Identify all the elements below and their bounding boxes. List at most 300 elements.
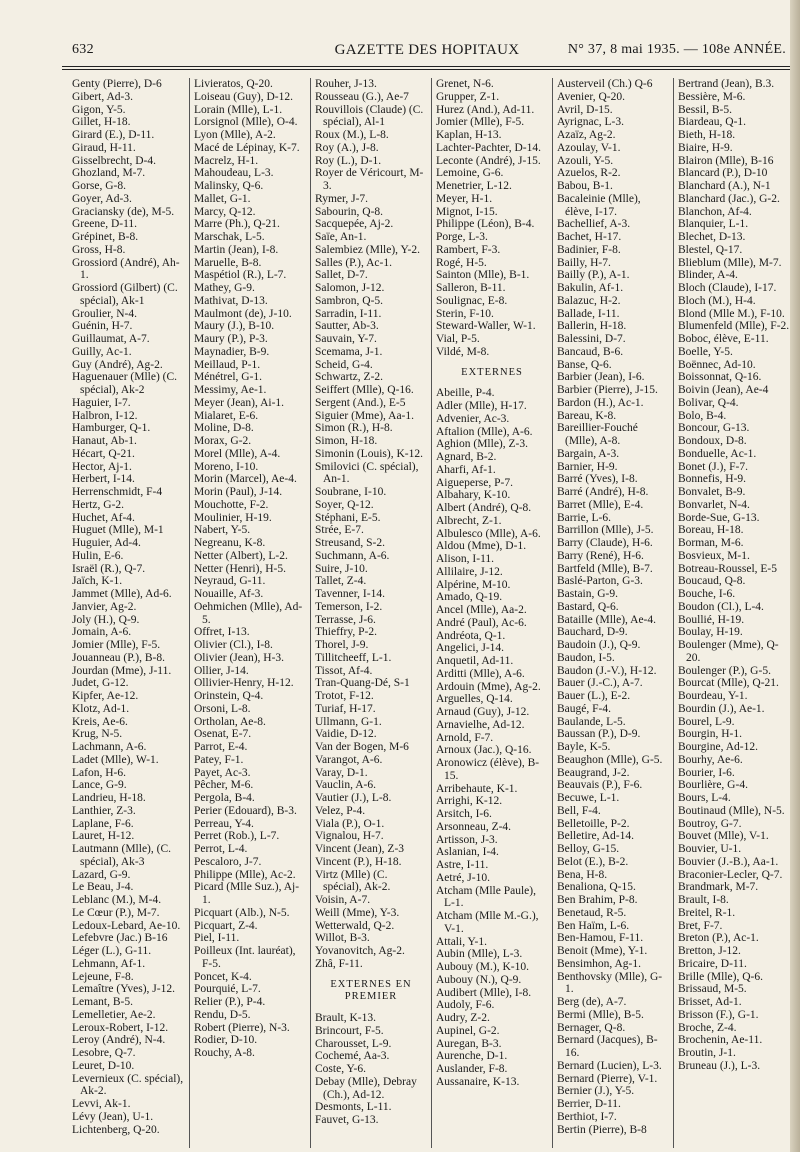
- index-entry: Greene, D-11.: [72, 218, 138, 231]
- index-entry: Bouche, I-6.: [678, 588, 736, 600]
- index-entry: Barré (Yves), I-8.: [557, 473, 638, 486]
- index-entry: Vildé, M-8.: [436, 345, 490, 358]
- index-entry: Soyer, Q-12.: [315, 498, 374, 511]
- index-entry: Guillaumat, A-7.: [72, 333, 150, 345]
- index-entry: Leroux-Robert, I-12.: [72, 1021, 169, 1034]
- index-entry: Baudon, I-5.: [557, 651, 615, 664]
- index-entry: Malinsky, Q-6.: [194, 180, 264, 192]
- index-entry: Brisson (F.), G-1.: [678, 1008, 759, 1021]
- index-entry: Bourel, L-9.: [678, 715, 735, 728]
- index-entry: Pourquié, L-7.: [194, 983, 261, 996]
- index-entry: Picquart (Alb.), N-5.: [194, 906, 290, 919]
- index-entry: Amado, Q-19.: [436, 591, 503, 604]
- index-entry: Jomain, A-6.: [72, 626, 132, 639]
- index-entry: Blieblum (Mlle), M-7.: [678, 256, 782, 269]
- index-entry: Artisson, J-3.: [436, 833, 498, 846]
- index-entry: Ullmann, G-1.: [315, 715, 382, 728]
- index-entry: Beaughon (Mlle), G-5.: [557, 753, 663, 766]
- index-entry: Tran-Quang-Dé, S-1: [315, 677, 410, 690]
- index-entry: Borman, M-6.: [678, 537, 744, 549]
- index-entry: Maury (P.), P-3.: [194, 333, 268, 345]
- index-entry: Bessil, B-5.: [678, 103, 732, 116]
- index-entry: Mouchotte, F-2.: [194, 498, 269, 511]
- index-entry: Maury (J.), B-10.: [194, 320, 275, 333]
- index-entry: Hécart, Q-21.: [72, 447, 135, 460]
- index-entry: Kreis, Ae-6.: [72, 715, 128, 728]
- index-entry: Simon (R.), H-8.: [315, 422, 393, 435]
- index-entry: Barrillon (Mlle), J-5.: [557, 524, 654, 537]
- index-entry: Ollier, J-14.: [194, 664, 249, 677]
- index-entry: Arnoux (Jac.), Q-16.: [436, 744, 532, 757]
- index-entry: Virtz (Mlle) (C. spécial), Ak-2.: [315, 868, 391, 894]
- index-entry: Boudon (Cl.), L-4.: [678, 600, 764, 613]
- index-entry: Leconte (André), J-15.: [436, 154, 541, 167]
- index-entry: Lejeune, F-8.: [72, 970, 134, 983]
- index-entry: Bonvalet, B-9.: [678, 486, 746, 498]
- index-entry: Bouvier, U-1.: [678, 843, 742, 855]
- index-entry: Goyer, Ad-3.: [72, 192, 132, 205]
- index-entry: Bermi (Mlle), B-5.: [557, 1008, 644, 1021]
- index-entry: Gisselbrecht, D-4.: [72, 154, 156, 167]
- index-entry: Bourgine, Ad-12.: [678, 741, 758, 753]
- index-entry: Atcham (Mlle M.-G.), V-1.: [436, 910, 539, 935]
- index-entry: Ledoux-Lebard, Ae-10.: [72, 919, 181, 932]
- index-entry: Vincent (Jean), Z-3: [315, 843, 405, 855]
- index-entry: Sergent (And.), E-5: [315, 396, 406, 409]
- index-entry: Bell, F-4.: [557, 804, 601, 817]
- index-entry: Laplane, F-6.: [72, 817, 134, 830]
- index-entry: Porge, L-3.: [436, 231, 488, 243]
- index-entry: Loiseau (Guy), D-12.: [194, 90, 294, 103]
- index-entry: Boutinaud (Mlle), N-5.: [678, 804, 785, 817]
- index-entry: Lemant, B-5.: [72, 996, 133, 1008]
- index-entry: Joly (H.), Q-9.: [72, 613, 140, 626]
- index-entry: Marre (Ph.), Q-21.: [194, 218, 280, 231]
- page-header: [62, 36, 792, 66]
- index-entry: Barré (André), H-8.: [557, 486, 649, 498]
- index-entry: Rogé, H-5.: [436, 256, 487, 269]
- index-entry: Weill (Mme), Y-3.: [315, 906, 400, 919]
- index-entry: Benetaud, R-5.: [557, 906, 627, 919]
- index-entry: Jomier (Mlle), F-5.: [436, 116, 525, 129]
- index-entry: Sautter, Ab-3.: [315, 320, 379, 333]
- index-entry: Salleron, B-11.: [436, 282, 506, 294]
- index-entry: Bieth, H-18.: [678, 129, 736, 141]
- index-entry: Nabert, Y-5.: [194, 524, 251, 537]
- index-entry: Barbier (Jean), I-6.: [557, 371, 645, 384]
- index-entry: Streusand, S-2.: [315, 537, 385, 549]
- index-entry: Lesobre, Q-7.: [72, 1047, 136, 1059]
- index-entry: Varay, D-1.: [315, 766, 368, 779]
- index-entry: Nouaille, Af-3.: [194, 588, 264, 600]
- index-entry: Ladet (Mlle), W-1.: [72, 753, 159, 766]
- index-entry: Albulesco (Mlle), A-6.: [436, 527, 541, 540]
- index-entry: Turiaf, H-17.: [315, 702, 376, 715]
- index-entry: Leuret, D-10.: [72, 1059, 135, 1072]
- index-entry: Balessini, D-7.: [557, 333, 626, 345]
- index-entry: Pescaloro, J-7.: [194, 855, 262, 868]
- index-entry: Blairon (Mlle), B-16: [678, 154, 774, 167]
- index-entry: Baulande, L-5.: [557, 715, 626, 728]
- header-rule-thin: [62, 69, 790, 70]
- index-entry: Arditti (Mlle), A-6.: [436, 667, 525, 680]
- index-entry: Benaliona, Q-15.: [557, 881, 636, 894]
- index-entry: Gigon, Y-5.: [72, 103, 126, 116]
- index-entry: Thorel, J-9.: [315, 639, 369, 651]
- index-entry: Mialaret, E-6.: [194, 409, 259, 422]
- index-entry: Baudoin (J.), Q-9.: [557, 639, 641, 651]
- index-entry: Grenet, N-6.: [436, 78, 494, 90]
- index-entry: Levernieux (C. spécial), Ak-2.: [72, 1072, 184, 1098]
- index-entry: Steward-Waller, W-1.: [436, 320, 536, 333]
- index-entry: Vignalou, H-7.: [315, 830, 384, 843]
- index-entry: Bouvier (J.-B.), Aa-1.: [678, 855, 779, 868]
- index-entry: Roy (L.), D-1.: [315, 154, 382, 167]
- index-entry: Arnaud (Guy), J-12.: [436, 706, 530, 718]
- index-entry: Brandmark, M-7.: [678, 881, 759, 894]
- column-6: [673, 78, 794, 1148]
- index-entry: Perret (Rob.), L-7.: [194, 830, 280, 843]
- index-entry: Boucaud, Q-8.: [678, 575, 746, 588]
- index-entry: Blanchard (A.), N-1: [678, 180, 771, 192]
- index-entry: Audry, Z-2.: [436, 1012, 490, 1024]
- index-entry: Suchmann, A-6.: [315, 549, 390, 562]
- index-entry: Morin (Marcel), Ae-4.: [194, 473, 297, 486]
- section-heading: EXTERNES: [461, 366, 523, 378]
- index-entry: Meyer (Jean), Ai-1.: [194, 396, 285, 409]
- index-entry: Blanquier, L-1.: [678, 218, 749, 231]
- index-entry: Yovanovitch, Ag-2.: [315, 945, 405, 957]
- index-entry: Bareillier-Fouché (Mlle), A-8.: [557, 422, 638, 447]
- index-entry: Aupinel, G-2.: [436, 1024, 500, 1037]
- index-entry: Arnavielhe, Ad-12.: [436, 718, 525, 731]
- index-entry: Pergola, B-4.: [194, 792, 255, 804]
- index-entry: Mahoudeau, L-3.: [194, 167, 274, 180]
- index-entry: Rouchy, A-8.: [194, 1047, 255, 1059]
- index-entry: Arsitch, I-6.: [436, 808, 492, 820]
- index-entry: Bosvieux, M-1.: [678, 549, 750, 562]
- index-entry: Alison, I-11.: [436, 553, 495, 565]
- index-entry: Herrenschmidt, F-4: [72, 486, 163, 498]
- index-entry: Giraud, H-11.: [72, 141, 136, 154]
- index-entry: Grossiord (André), Ah-1.: [72, 256, 180, 282]
- index-entry: Mathivat, D-13.: [194, 294, 268, 307]
- index-entry: Bolivar, Q-4.: [678, 396, 739, 409]
- index-entry: Salembiez (Mlle), Y-2.: [315, 243, 420, 256]
- index-entry: Lachter-Pachter, D-14.: [436, 141, 541, 154]
- index-entry: Breitel, R-1.: [678, 906, 736, 919]
- index-entry: Ballade, I-11.: [557, 307, 620, 320]
- index-entry: Ancel (Mlle), Aa-2.: [436, 604, 527, 616]
- index-entry: Azoulay, V-1.: [557, 141, 621, 154]
- index-entry: Blancard (P.), D-10: [678, 167, 768, 180]
- index-entry: Hurez (And.), Ad-11.: [436, 103, 535, 116]
- index-entry: Relier (P.), P-4.: [194, 996, 266, 1008]
- index-entry: Lemaître (Yves), J-12.: [72, 983, 175, 996]
- index-entry: Simonin (Louis), K-12.: [315, 447, 423, 460]
- index-entry: Brault, K-13.: [315, 1012, 377, 1024]
- index-entry: Klotz, Ad-1.: [72, 702, 130, 715]
- index-entry: Angelici, J-14.: [436, 642, 505, 655]
- index-entry: Bernard (Jacques), B-16.: [557, 1034, 658, 1059]
- index-entry: Boulenger (Mme), Q-20.: [678, 639, 779, 664]
- index-entry: Soubrane, I-10.: [315, 486, 387, 498]
- index-entry: Biaire, H-9.: [678, 141, 733, 154]
- index-entry: Bailly, H-7.: [557, 256, 611, 269]
- index-entry: Orinstein, Q-4.: [194, 690, 264, 702]
- index-entry: Marcy, Q-12.: [194, 205, 256, 218]
- index-entry: Payet, Ac-3.: [194, 766, 251, 779]
- index-entry: Ayrignac, L-3.: [557, 116, 624, 129]
- index-entry: Azouli, Y-5.: [557, 154, 614, 167]
- index-entry: Atcham (Mlle Paule), L-1.: [436, 884, 536, 910]
- index-entry: Rouvillois (Claude) (C. spécial), Al-1: [315, 103, 424, 129]
- index-entry: Herbert, I-14.: [72, 473, 135, 486]
- index-entry: Temerson, I-2.: [315, 600, 383, 613]
- index-entry: Perier (Edouard), B-3.: [194, 804, 297, 817]
- index-entry: Balazuc, H-2.: [557, 294, 621, 307]
- index-entry: Lorain (Mlle), L-1.: [194, 103, 283, 116]
- index-entry: Barrie, L-6.: [557, 511, 611, 524]
- index-entry: Aetré, J-10.: [436, 871, 490, 884]
- index-entry: Genty (Pierre), D-6: [72, 78, 162, 90]
- index-entry: Bours, L-4.: [678, 792, 731, 804]
- index-entry: Boulay, H-19.: [678, 626, 743, 639]
- index-entry: Badinier, F-8.: [557, 243, 621, 256]
- index-entry: Negreanu, K-8.: [194, 537, 266, 549]
- index-entry: Boënnec, Ad-10.: [678, 358, 756, 371]
- index-entry: Arsonneau, Z-4.: [436, 820, 512, 833]
- index-entry: Haguenauer (Mlle) (C. spécial), Ak-2: [72, 371, 178, 396]
- index-entry: Lemelletier, Ae-2.: [72, 1008, 156, 1021]
- index-entry: Aubouy (M.), K-10.: [436, 961, 529, 973]
- index-entry: Morax, G-2.: [194, 435, 252, 447]
- index-entry: Maruelle, B-8.: [194, 256, 262, 269]
- index-entry: Picard (Mlle Suz.), Aj-1.: [194, 881, 300, 906]
- index-entry: Debay (Mlle), Debray (Ch.), Ad-12.: [315, 1075, 417, 1101]
- index-entry: Bertin (Pierre), B-8: [557, 1123, 647, 1136]
- index-entry: Moline, D-8.: [194, 422, 254, 435]
- index-entry: Andréota, Q-1.: [436, 629, 506, 642]
- index-entry: Lehmann, Af-1.: [72, 957, 146, 970]
- index-entry: André (Paul), Ac-6.: [436, 616, 527, 629]
- index-entry: Aubouy (N.), Q-9.: [436, 973, 522, 986]
- index-entry: Boutroy, G-7.: [678, 817, 742, 830]
- index-entry: Gillet, H-18.: [72, 116, 131, 129]
- index-entry: Bareau, K-8.: [557, 409, 617, 422]
- page-number: 632: [72, 42, 94, 57]
- index-entry: Seiffert (Mlle), Q-16.: [315, 384, 414, 396]
- index-entry: Azuelos, R-2.: [557, 167, 621, 180]
- index-entry: Boelle, Y-5.: [678, 345, 733, 358]
- index-entry: Jourdan (Mme), J-11.: [72, 664, 172, 677]
- index-entry: Blond (Mlle M.), F-10.: [678, 307, 785, 320]
- index-entry: Aftalion (Mlle), A-6.: [436, 425, 533, 438]
- index-entry: Babou, B-1.: [557, 180, 613, 192]
- index-entry: Hamburger, Q-1.: [72, 422, 151, 435]
- index-entry: Siguier (Mme), Aa-1.: [315, 409, 415, 422]
- index-entry: Albert (André), Q-8.: [436, 502, 532, 514]
- index-entry: Bessière, M-6.: [678, 90, 746, 103]
- index-entry: Bastain, G-9.: [557, 588, 619, 600]
- index-entry: Azaïz, Ag-2.: [557, 129, 616, 141]
- index-entry: Perreau, Y-4.: [194, 817, 254, 830]
- index-entry: Varangot, A-6.: [315, 753, 383, 766]
- index-entry: Neyraud, G-11.: [194, 575, 266, 588]
- index-entry: Suire, J-10.: [315, 562, 368, 575]
- index-entry: Bauer (J.-C.), A-7.: [557, 677, 643, 690]
- index-entry: Olivier (Jean), H-3.: [194, 651, 285, 664]
- index-entry: Schwartz, Z-2.: [315, 371, 384, 384]
- index-entry: Huguier, Ad-4.: [72, 537, 141, 549]
- index-entry: Barry (René), H-6.: [557, 549, 644, 562]
- column-3: [310, 78, 431, 1148]
- index-entry: Philippe (Léon), B-4.: [436, 218, 535, 231]
- index-entry: Vial, P-5.: [436, 333, 480, 345]
- index-entry: Breton (P.), Ac-1.: [678, 932, 759, 945]
- index-entry: Salomon, J-12.: [315, 282, 385, 294]
- index-entry: Bensimhon, Ag-1.: [557, 957, 642, 970]
- index-entry: Oehmichen (Mlle), Ad-5.: [194, 600, 303, 626]
- index-entry: Bondoux, D-8.: [678, 435, 747, 447]
- index-entry: Baslé-Parton, G-3.: [557, 575, 643, 588]
- index-entry: Belot (E.), B-2.: [557, 855, 629, 868]
- index-entry: Blinder, A-4.: [678, 269, 738, 282]
- index-entry: Anquetil, Ad-11.: [436, 655, 514, 667]
- index-entry: Girard (E.), D-11.: [72, 129, 155, 141]
- index-entry: Rymer, J-7.: [315, 192, 369, 205]
- index-entry: Bonvarlet, N-4.: [678, 498, 750, 511]
- index-entry: Groulier, N-4.: [72, 307, 138, 320]
- index-entry: Scemama, J-1.: [315, 345, 383, 358]
- index-entry: Bloch (Claude), I-17.: [678, 282, 777, 294]
- index-entry: Bernier (J.), Y-5.: [557, 1085, 635, 1098]
- index-entry: Olivier (Cl.), I-8.: [194, 639, 273, 651]
- index-entry: Aronowicz (élève), B-15.: [436, 757, 540, 782]
- index-entry: Auregan, B-3.: [436, 1037, 502, 1050]
- index-entry: Sambron, Q-5.: [315, 294, 384, 307]
- index-entry: Bastard, Q-6.: [557, 600, 619, 613]
- index-entry: Sterin, F-10.: [436, 307, 494, 320]
- index-entry: Bourgin, H-1.: [678, 728, 742, 741]
- index-entry: Lauret, H-12.: [72, 830, 135, 843]
- index-entry: Le Beau, J-4.: [72, 881, 134, 894]
- index-entry: Blechet, D-13.: [678, 231, 746, 243]
- index-entry: Albahary, K-10.: [436, 489, 511, 502]
- index-entry: Hanaut, Ab-1.: [72, 435, 137, 447]
- index-columns: [68, 78, 794, 1148]
- index-entry: Bauer (L.), E-2.: [557, 690, 631, 702]
- index-entry: Lévy (Jean), U-1.: [72, 1110, 154, 1123]
- index-entry: Boboc, élève, E-11.: [678, 333, 769, 345]
- index-entry: Bouvet (Mlle), V-1.: [678, 830, 769, 843]
- index-entry: Gross, H-8.: [72, 243, 126, 256]
- index-entry: Berg (de), A-7.: [557, 996, 627, 1008]
- index-entry: Bena, H-8.: [557, 868, 608, 881]
- index-entry: Ardouin (Mme), Ag-2.: [436, 680, 541, 693]
- index-entry: Morel (Mlle), A-4.: [194, 447, 281, 460]
- index-entry: Ben-Hamou, F-11.: [557, 932, 644, 945]
- index-entry: Sainton (Mlle), B-1.: [436, 269, 530, 282]
- index-entry: Vaidie, D-12.: [315, 728, 377, 741]
- index-entry: Lafon, H-6.: [72, 766, 126, 779]
- index-entry: Bakulin, Af-1.: [557, 282, 624, 294]
- index-entry: Marschak, L-5.: [194, 231, 265, 243]
- index-entry: Bancaud, B-6.: [557, 345, 624, 358]
- index-entry: Netter (Albert), L-2.: [194, 549, 288, 562]
- index-entry: Bataille (Mlle), Ae-4.: [557, 613, 656, 626]
- index-entry: Mignot, I-15.: [436, 205, 498, 218]
- index-entry: Grossiord (Gilbert) (C. spécial), Ak-1: [72, 282, 178, 307]
- index-entry: Sallet, D-7.: [315, 269, 368, 282]
- index-entry: Moreno, I-10.: [194, 460, 259, 473]
- index-entry: Bernard (Pierre), V-1.: [557, 1072, 658, 1085]
- index-entry: Beaugrand, J-2.: [557, 766, 630, 779]
- index-entry: Gorse, G-8.: [72, 180, 126, 192]
- index-entry: Broche, Z-4.: [678, 1021, 737, 1034]
- index-entry: Ortholan, Ae-8.: [194, 715, 266, 728]
- index-entry: Bardon (H.), Ac-1.: [557, 396, 644, 409]
- index-entry: Robert (Pierre), N-3.: [194, 1021, 290, 1034]
- index-entry: Ben Brahim, P-8.: [557, 894, 638, 906]
- index-entry: Broutin, J-1.: [678, 1047, 736, 1059]
- index-entry: Bachet, H-17.: [557, 231, 622, 243]
- index-entry: Abeille, P-4.: [436, 387, 495, 400]
- index-entry: Vautier (J.), L-8.: [315, 792, 392, 804]
- index-entry: Lemoine, G-6.: [436, 167, 504, 180]
- index-entry: Belletire, Ad-14.: [557, 830, 634, 843]
- index-entry: Scheid, G-4.: [315, 358, 373, 371]
- index-entry: Tissot, Af-4.: [315, 664, 373, 677]
- index-entry: Aslanian, I-4.: [436, 846, 499, 859]
- index-entry: Stéphani, E-5.: [315, 511, 381, 524]
- index-entry: Coste, Y-6.: [315, 1063, 367, 1075]
- index-entry: Bauchard, D-9.: [557, 626, 628, 639]
- index-entry: Bonduelle, Ac-1.: [678, 447, 757, 460]
- index-entry: Boissonnat, Q-16.: [678, 371, 762, 384]
- index-entry: Banse, Q-6.: [557, 358, 612, 371]
- index-entry: Berthiot, I-7.: [557, 1110, 617, 1123]
- index-entry: Voisin, A-7.: [315, 894, 371, 906]
- index-entry: Barnier, H-9.: [557, 460, 618, 473]
- index-entry: Rousseau (G.), Ae-7: [315, 90, 409, 103]
- index-entry: Strée, E-7.: [315, 524, 364, 537]
- index-entry: Aharfi, Af-1.: [436, 463, 496, 476]
- index-entry: Bertrand (Jean), B.3.: [678, 78, 775, 90]
- index-entry: Patey, F-1.: [194, 753, 244, 766]
- index-entry: Attali, Y-1.: [436, 935, 487, 948]
- index-entry: Le Cœur (P.), M-7.: [72, 906, 160, 919]
- index-entry: Becuwe, L-1.: [557, 792, 620, 804]
- index-entry: Ben Haïm, L-6.: [557, 919, 630, 932]
- column-4: [431, 78, 552, 1148]
- index-entry: Avenier, Q-20.: [557, 90, 625, 103]
- index-entry: Zhâ, F-11.: [315, 957, 363, 970]
- index-entry: Royer de Véricourt, M-3.: [315, 167, 424, 192]
- index-entry: Krug, N-5.: [72, 728, 123, 741]
- index-entry: Brisset, Ad-1.: [678, 996, 742, 1008]
- index-entry: Bartfeld (Mlle), B-7.: [557, 562, 653, 575]
- index-entry: Allilaire, J-12.: [436, 565, 503, 578]
- page-binding-edge: [790, 0, 800, 1152]
- column-2: [189, 78, 310, 1148]
- index-entry: Botreau-Roussel, E-5: [678, 562, 778, 575]
- index-entry: Astre, I-11.: [436, 859, 489, 871]
- index-entry: Bernager, Q-8.: [557, 1021, 626, 1034]
- index-entry: Morin (Paul), J-14.: [194, 486, 283, 498]
- index-entry: Vincent (P.), H-18.: [315, 855, 402, 868]
- index-entry: Pêcher, M-6.: [194, 779, 254, 792]
